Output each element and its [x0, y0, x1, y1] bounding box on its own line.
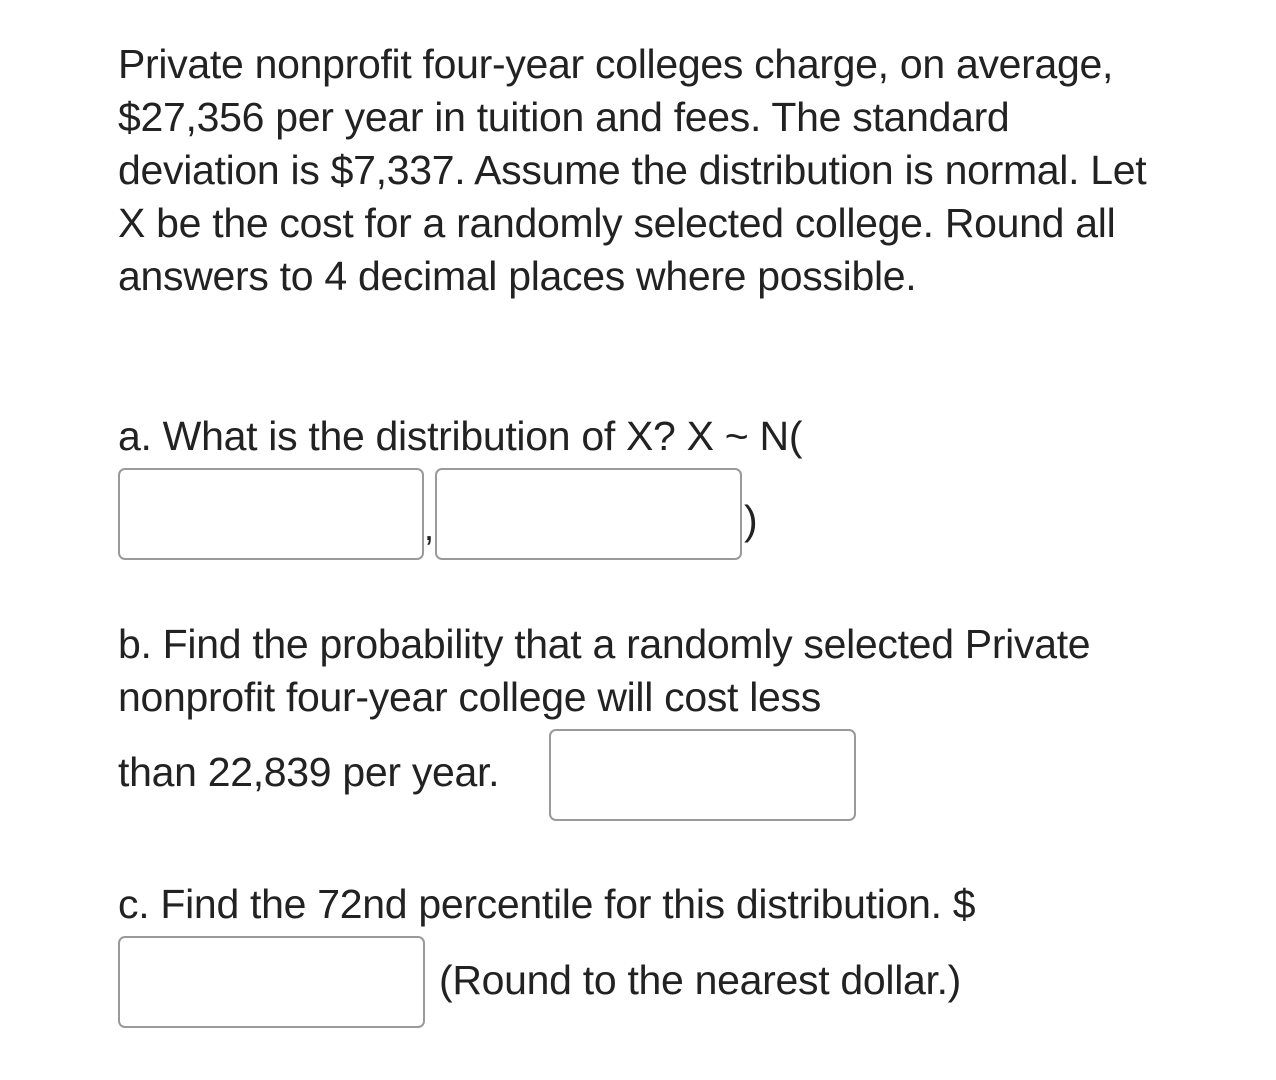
closing-parenthesis: )	[744, 497, 758, 543]
question-b-prompt-tail: than 22,839 per year.	[118, 749, 500, 795]
problem-statement: Private nonprofit four-year colleges charge, on average, $27,356 per year in tuition and fees. The standard deviation is $7,337. Assume the distribution is normal. Let X be the cost for a randomly selected college. Round all answers to 4 decimal places where possible.	[118, 41, 1147, 299]
probability-answer-input[interactable]	[549, 729, 856, 821]
sd-answer-input[interactable]	[435, 468, 742, 560]
question-a-prompt: a. What is the distribution of X? X ~ N(	[118, 413, 803, 459]
percentile-answer-input[interactable]	[118, 936, 425, 1028]
question-b-prompt: b. Find the probability that a randomly selected Private nonprofit four-year college will cost less	[118, 621, 1091, 720]
parameter-separator: ,	[424, 507, 435, 548]
rounding-note: (Round to the nearest dollar.)	[439, 957, 962, 1003]
mean-answer-input[interactable]	[118, 468, 424, 560]
question-c-prompt: c. Find the 72nd percentile for this distribution. $	[118, 881, 976, 927]
